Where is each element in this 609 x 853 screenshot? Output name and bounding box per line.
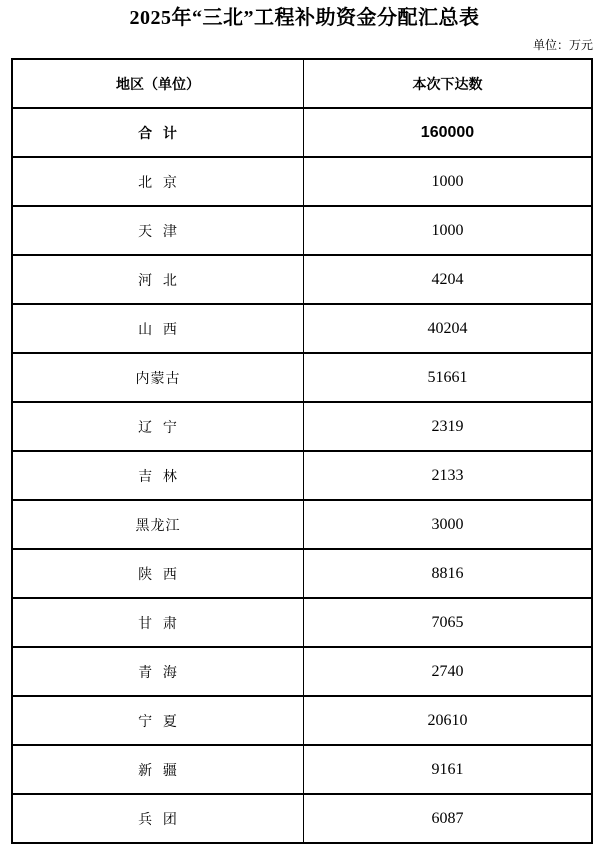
- value-cell: 40204: [304, 304, 593, 353]
- value-cell: 4204: [304, 255, 593, 304]
- region-cell: 合 计: [12, 108, 304, 157]
- table-body: [12, 108, 592, 843]
- region-cell: 北 京: [12, 157, 304, 206]
- value-cell: 20610: [304, 696, 593, 745]
- table-row: [12, 353, 592, 402]
- table-row: [12, 157, 592, 206]
- table-row: [12, 794, 592, 843]
- table-row: [12, 598, 592, 647]
- region-cell: 河 北: [12, 255, 304, 304]
- column-header-region: 地区（单位）: [12, 59, 304, 108]
- unit-note: 单位：万元: [532, 38, 593, 52]
- table-row: [12, 745, 592, 794]
- value-cell: 6087: [304, 794, 593, 843]
- value-cell: 51661: [304, 353, 593, 402]
- region-cell: 陕 西: [12, 549, 304, 598]
- region-cell: 山 西: [12, 304, 304, 353]
- value-cell: 1000: [304, 157, 593, 206]
- value-cell: 8816: [304, 549, 593, 598]
- table-row: [12, 108, 592, 157]
- region-cell: 甘 肃: [12, 598, 304, 647]
- value-cell: 3000: [304, 500, 593, 549]
- region-cell: 宁 夏: [12, 696, 304, 745]
- table-row: [12, 304, 592, 353]
- table-row: [12, 206, 592, 255]
- table-row: [12, 549, 592, 598]
- region-cell: 内蒙古: [12, 353, 304, 402]
- region-cell: 辽 宁: [12, 402, 304, 451]
- table-row: [12, 696, 592, 745]
- page-title: 2025年“三北”工程补助资金分配汇总表: [129, 7, 480, 29]
- header-row: [12, 59, 592, 108]
- value-cell: 160000: [304, 108, 593, 157]
- table-row: [12, 255, 592, 304]
- value-cell: 7065: [304, 598, 593, 647]
- region-cell: 吉 林: [12, 451, 304, 500]
- value-cell: 9161: [304, 745, 593, 794]
- table-row: [12, 647, 592, 696]
- table-row: [12, 500, 592, 549]
- column-header-amount: 本次下达数: [412, 75, 483, 92]
- table-row: [12, 451, 592, 500]
- region-cell: 黑龙江: [12, 500, 304, 549]
- region-cell: 天 津: [12, 206, 304, 255]
- table-row: [12, 402, 592, 451]
- region-cell: 青 海: [12, 647, 304, 696]
- value-cell: 2133: [304, 451, 593, 500]
- allocation-table: [11, 58, 593, 844]
- value-cell: 2740: [304, 647, 593, 696]
- region-cell: 兵 团: [12, 794, 304, 843]
- region-cell: 新 疆: [12, 745, 304, 794]
- value-cell: 1000: [304, 206, 593, 255]
- value-cell: 2319: [304, 402, 593, 451]
